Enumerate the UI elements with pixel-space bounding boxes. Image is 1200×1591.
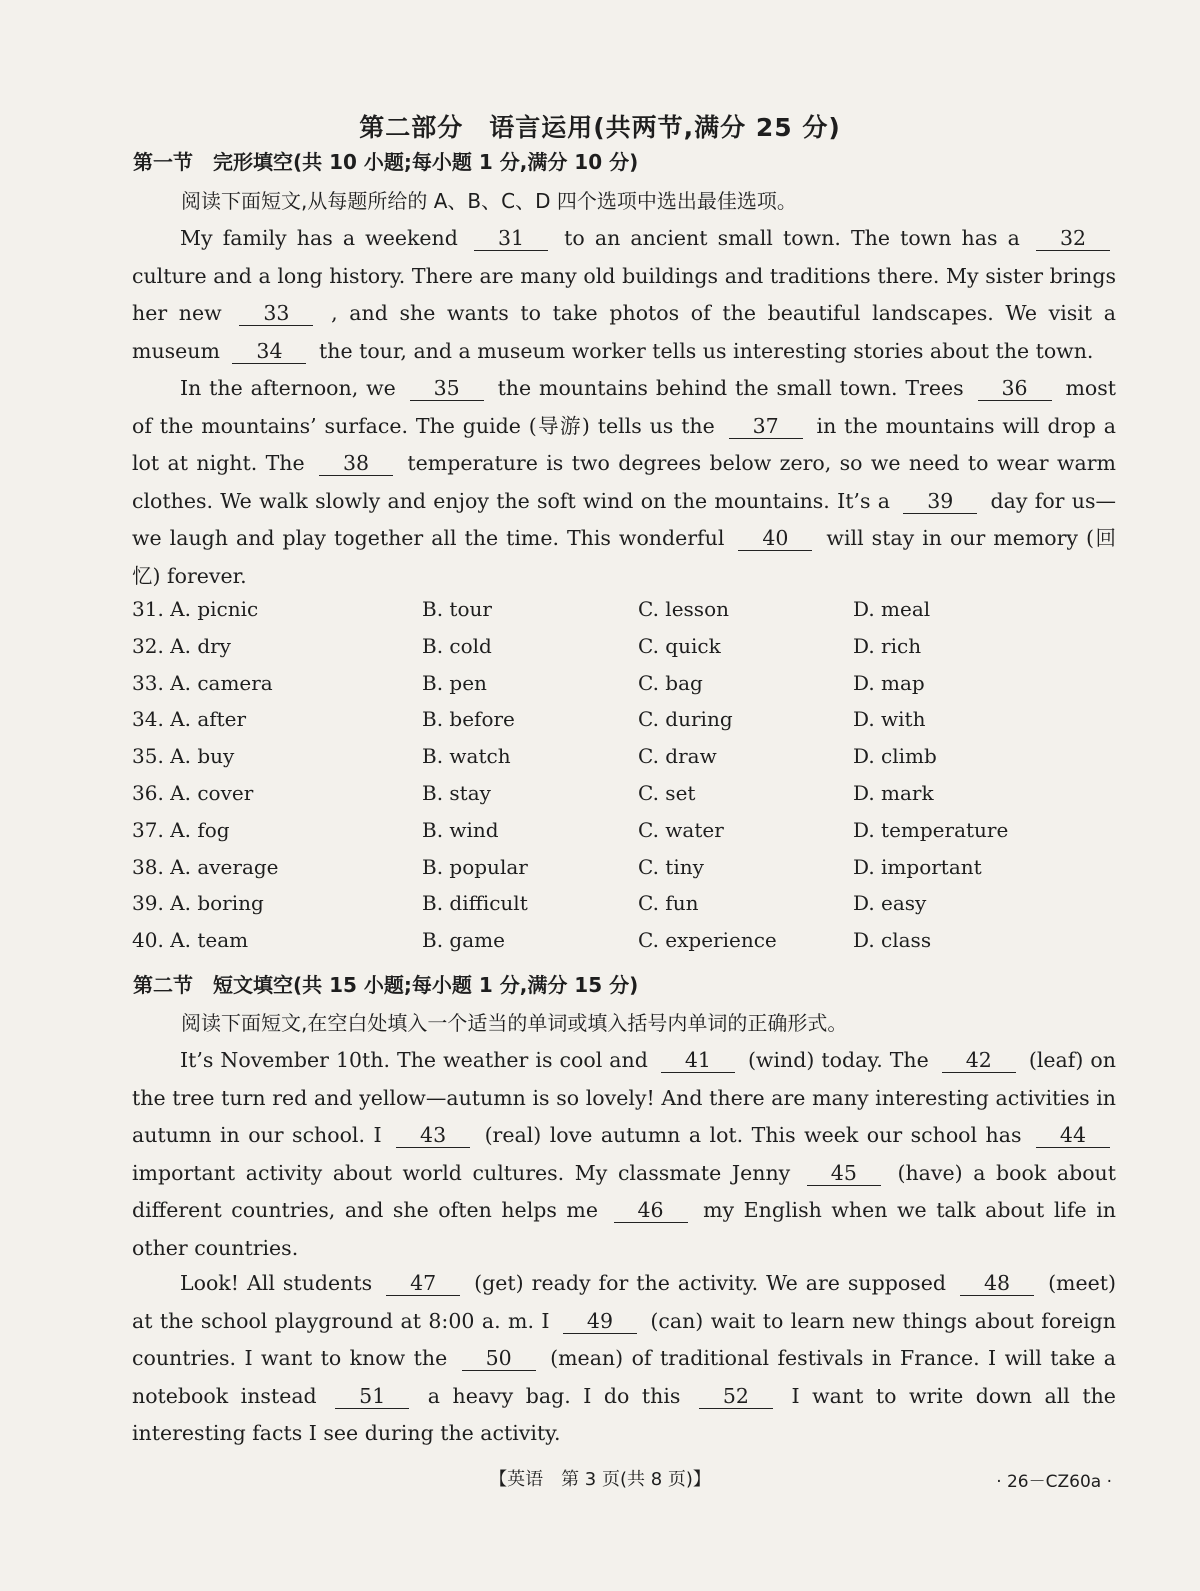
option-choice: D. temperature	[853, 817, 1009, 842]
passage-text: in the mountains will drop a lot at night. The	[132, 413, 1116, 475]
answer-blank-44: 44	[1036, 1123, 1110, 1148]
passage-text: (leaf) on the tree turn red and yellow—autumn is so lovely! And there are many interesting activities in autumn in our school. I	[132, 1048, 1116, 1147]
option-choice: B. before	[422, 707, 515, 732]
option-row	[132, 671, 1072, 708]
option-choice: D. rich	[853, 633, 922, 658]
option-choice: B. tour	[422, 597, 492, 621]
option-choice: C. tiny	[638, 854, 704, 879]
passage-text: (real) love autumn a lot. This week our school has	[484, 1123, 1022, 1147]
passage-text: most of the mountains’ surface. The guide (导游) tells us the	[132, 376, 1116, 438]
passage-text: my English when we talk about life in other countries.	[132, 1198, 1116, 1260]
answer-blank-37: 37	[729, 414, 803, 439]
answer-blank-40: 40	[738, 526, 812, 551]
fill-paragraph-1	[132, 1042, 1116, 1267]
option-choice: B. wind	[422, 817, 499, 842]
page-footer: 【英语 第 3 页(共 8 页)】	[489, 1469, 711, 1490]
passage-text: (wind) today. The	[747, 1048, 929, 1072]
option-row	[132, 707, 1072, 744]
cloze-paragraph-1	[132, 220, 1116, 370]
option-row	[132, 634, 1072, 671]
passage-text: day for us—we laugh and play together all the time. This wonderful	[132, 488, 1116, 550]
option-choice: B. game	[422, 928, 505, 953]
option-choice: C. water	[638, 817, 724, 842]
option-choice: 38. A. average	[132, 854, 279, 879]
answer-blank-35: 35	[410, 376, 484, 401]
option-choice: D. map	[853, 670, 925, 695]
answer-blank-51: 51	[335, 1384, 409, 1409]
answer-blank-34: 34	[232, 339, 306, 364]
option-choice: B. pen	[422, 670, 487, 695]
section2-title: 第二节 短文填空(共 15 小题;每小题 1 分,满分 15 分)	[133, 973, 639, 997]
option-choice: D. easy	[853, 891, 927, 916]
answer-blank-41: 41	[661, 1048, 735, 1073]
answer-blank-43: 43	[396, 1123, 470, 1148]
fill-paragraph-2	[132, 1265, 1116, 1453]
passage-text: will stay in our memory (回忆) forever.	[132, 526, 1116, 588]
option-row	[132, 818, 1072, 855]
option-choice: D. class	[853, 928, 932, 953]
passage-text: important activity about world cultures. My classmate Jenny	[132, 1160, 791, 1185]
answer-blank-32: 32	[1036, 226, 1110, 251]
option-choice: C. fun	[638, 891, 699, 916]
option-choice: 35. A. buy	[132, 744, 235, 769]
passage-text: It’s November 10th. The weather is cool and	[180, 1048, 648, 1072]
section1-instruction: 阅读下面短文,从每题所给的 A、B、C、D 四个选项中选出最佳选项。	[181, 189, 797, 213]
option-choice: 32. A. dry	[132, 633, 231, 658]
passage-text: (get) ready for the activity. We are supposed	[474, 1271, 946, 1295]
passage-text: culture and a long history. There are many old buildings and traditions there. My sister brings her new	[132, 263, 1116, 325]
passage-text: the mountains behind the small town. Trees	[497, 376, 964, 400]
answer-blank-48: 48	[960, 1271, 1034, 1296]
option-choice: 31. A. picnic	[132, 597, 259, 621]
answer-blank-47: 47	[386, 1271, 460, 1296]
option-choice: C. set	[638, 780, 696, 805]
answer-blank-38: 38	[319, 451, 393, 476]
option-choice: C. lesson	[638, 597, 729, 621]
option-choice: C. quick	[638, 633, 721, 658]
answer-blank-50: 50	[462, 1346, 536, 1371]
option-choice: D. climb	[853, 744, 937, 769]
passage-text: Look! All students	[180, 1271, 373, 1295]
passage-text: , and she wants to take photos of the beautiful landscapes. We visit a museum	[132, 301, 1116, 363]
option-choice: B. watch	[422, 744, 511, 769]
option-choice: C. bag	[638, 670, 703, 695]
option-choice: 33. A. camera	[132, 670, 273, 695]
part-title: 第二部分 语言运用(共两节,满分 25 分)	[359, 113, 841, 142]
option-row	[132, 855, 1072, 892]
option-choice: 40. A. team	[132, 928, 249, 953]
passage-text: (can) wait to learn new things about foreign countries. I want to know the	[132, 1308, 1116, 1370]
answer-blank-31: 31	[474, 226, 548, 251]
passage-text: the tour, and a museum worker tells us interesting stories about the town.	[319, 338, 1094, 363]
option-row	[132, 928, 1072, 965]
option-choice: D. mark	[853, 780, 934, 805]
option-choice: C. draw	[638, 744, 717, 769]
option-choice: D. important	[853, 854, 982, 879]
answer-blank-49: 49	[563, 1309, 637, 1334]
option-choice: D. meal	[853, 597, 931, 621]
option-choice: C. experience	[638, 928, 777, 953]
passage-text: a heavy bag. I do this	[427, 1383, 681, 1408]
option-row	[132, 744, 1072, 781]
passage-text: In the afternoon, we	[180, 376, 396, 400]
option-choice: 39. A. boring	[132, 891, 264, 916]
option-choice: 36. A. cover	[132, 780, 254, 805]
passage-text: temperature is two degrees below zero, so we need to wear warm clothes. We walk slowly and enjoy the soft wind on the mountains. It’s a	[132, 451, 1116, 513]
option-row	[132, 597, 1072, 634]
cloze-options	[132, 597, 1072, 965]
option-row	[132, 891, 1072, 928]
option-choice: B. difficult	[422, 891, 528, 916]
option-choice: B. popular	[422, 854, 528, 879]
cloze-paragraph-2	[132, 370, 1116, 595]
option-choice: D. with	[853, 707, 926, 732]
answer-blank-42: 42	[942, 1048, 1016, 1073]
option-row	[132, 781, 1072, 818]
section1-title: 第一节 完形填空(共 10 小题;每小题 1 分,满分 10 分)	[133, 150, 639, 174]
option-choice: B. stay	[422, 780, 491, 805]
answer-blank-33: 33	[239, 301, 313, 326]
passage-text: (mean) of traditional festivals in France. I will take a notebook instead	[132, 1346, 1116, 1408]
paper-code: · 26－CZ60a ·	[996, 1472, 1112, 1492]
section2-instruction: 阅读下面短文,在空白处填入一个适当的单词或填入括号内单词的正确形式。	[181, 1011, 848, 1035]
option-choice: C. during	[638, 707, 733, 732]
option-choice: 34. A. after	[132, 707, 247, 732]
passage-text: (have) a book about different countries, and she often helps me	[132, 1160, 1116, 1222]
passage-text: I want to write down all the interesting facts I see during the activity.	[132, 1383, 1116, 1445]
answer-blank-46: 46	[614, 1198, 688, 1223]
answer-blank-39: 39	[903, 489, 977, 514]
passage-text: to an ancient small town. The town has a	[564, 226, 1020, 250]
passage-text: My family has a weekend	[180, 226, 458, 250]
option-choice: 37. A. fog	[132, 817, 230, 842]
answer-blank-45: 45	[807, 1161, 881, 1186]
answer-blank-36: 36	[978, 376, 1052, 401]
option-choice: B. cold	[422, 633, 492, 658]
answer-blank-52: 52	[699, 1384, 773, 1409]
passage-text: (meet) at the school playground at 8:00 a. m. I	[132, 1271, 1116, 1333]
